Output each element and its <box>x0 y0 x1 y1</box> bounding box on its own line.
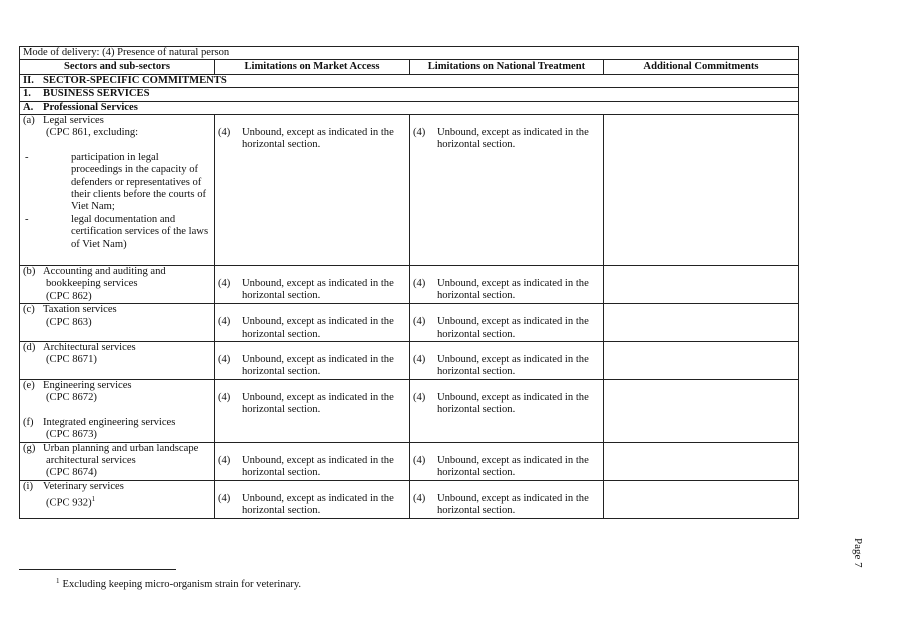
row-title: Engineering services <box>43 379 132 391</box>
row-label: (i) <box>23 480 33 492</box>
commitment-text: Unbound, except as indicated in the horizontal section. <box>436 354 589 378</box>
section-code: II. <box>23 74 34 86</box>
mode-number: (4) <box>217 454 231 466</box>
additional-cell <box>603 379 798 442</box>
additional-cell <box>603 304 798 342</box>
row-title: Legal services <box>43 115 104 127</box>
header-national-treatment: Limitations on National Treatment <box>409 60 603 74</box>
footnote-ref: 1 <box>91 495 96 504</box>
commitment-text: Unbound, except as indicated in the horizontal section. <box>241 127 394 151</box>
footnote <box>56 577 301 590</box>
mode-number: (4) <box>217 391 231 403</box>
commitment-text: Unbound, except as indicated in the horizontal section. <box>241 278 394 302</box>
commitment-text: Unbound, except as indicated in the horizontal section. <box>241 354 394 378</box>
subcategory-row <box>20 101 799 114</box>
exclusion-1: participation in legal proceedings in the capacity of defenders or representatives of their clients before the courts of Viet Nam; <box>71 151 207 213</box>
row-cpc: (CPC 861, excluding: <box>46 127 139 139</box>
additional-cell <box>603 115 798 266</box>
footnote-number: 1 <box>56 577 60 585</box>
subcategory-code: A. <box>23 101 34 113</box>
mode-number: (4) <box>217 316 231 328</box>
national-treatment-cell <box>409 304 603 342</box>
row-cpc: (CPC 8672) <box>46 392 97 404</box>
mode-number: (4) <box>412 354 426 366</box>
row-title: Integrated engineering services <box>43 416 176 428</box>
additional-cell <box>603 442 798 480</box>
row-cpc: (CPC 8671) <box>46 354 97 366</box>
row-label: (e) <box>23 379 35 391</box>
national-treatment-cell <box>409 442 603 480</box>
row-label: (d) <box>23 342 36 354</box>
row-cpc: (CPC 862) <box>46 290 92 302</box>
commitment-text: Unbound, except as indicated in the horizontal section. <box>436 278 589 302</box>
mode-number: (4) <box>412 391 426 403</box>
mode-number: (4) <box>412 492 426 504</box>
row-label: (c) <box>23 304 35 316</box>
mode-number: (4) <box>412 127 426 139</box>
row-cpc: (CPC 863) <box>46 316 92 328</box>
row-label: (b) <box>23 266 36 278</box>
category-title: BUSINESS SERVICES <box>43 88 150 100</box>
row-title: Veterinary services <box>43 480 124 492</box>
mode-number: (4) <box>412 454 426 466</box>
page-number: Page 7 <box>852 538 864 568</box>
market-access-cell <box>214 442 409 480</box>
header-additional: Additional Commitments <box>603 60 798 74</box>
market-access-cell <box>214 304 409 342</box>
sector-cell <box>20 266 215 304</box>
row-title: Accounting and auditing and <box>43 266 166 278</box>
national-treatment-cell <box>409 342 603 380</box>
commitment-text: Unbound, except as indicated in the horizontal section. <box>436 391 589 416</box>
mode-number: (4) <box>412 278 426 290</box>
national-treatment-cell <box>409 115 603 266</box>
mode-row <box>20 47 799 60</box>
row-title: Urban planning and urban landscape <box>43 442 199 454</box>
commitment-text: Unbound, except as indicated in the horizontal section. <box>436 316 589 340</box>
mode-number: (4) <box>217 492 231 504</box>
row-title-cont: architectural services <box>46 454 136 466</box>
mode-of-delivery: Mode of delivery: (4) Presence of natural person <box>20 47 799 60</box>
sector-cell <box>20 442 215 480</box>
commitments-table <box>19 46 799 519</box>
row-cpc: (CPC 8674) <box>46 467 97 479</box>
category-code: 1. <box>23 88 31 100</box>
section-row <box>20 74 799 87</box>
mode-number: (4) <box>217 354 231 366</box>
commitment-text: Unbound, except as indicated in the horizontal section. <box>436 127 589 151</box>
commitment-text: Unbound, except as indicated in the horizontal section. <box>241 492 394 517</box>
header-row <box>20 60 799 74</box>
mode-number: (4) <box>217 278 231 290</box>
section-title: SECTOR-SPECIFIC COMMITMENTS <box>43 74 227 86</box>
dash-marker: - <box>25 151 29 163</box>
market-access-cell <box>214 379 409 442</box>
table-row <box>20 115 799 266</box>
table-row <box>20 480 799 518</box>
mode-number: (4) <box>412 316 426 328</box>
dash-marker: - <box>25 213 29 225</box>
header-market-access: Limitations on Market Access <box>214 60 409 74</box>
table-row <box>20 266 799 304</box>
row-title: Taxation services <box>43 304 117 316</box>
row-title: Architectural services <box>43 342 136 354</box>
header-sectors: Sectors and sub-sectors <box>20 60 215 74</box>
sector-cell <box>20 379 215 442</box>
row-label: (a) <box>23 115 35 127</box>
additional-cell <box>603 266 798 304</box>
footnote-text: Excluding keeping micro-organism strain for veterinary. <box>62 579 302 590</box>
row-cpc: (CPC 8673) <box>46 429 97 441</box>
row-label: (f) <box>23 416 34 428</box>
table-row <box>20 304 799 342</box>
market-access-cell <box>214 480 409 518</box>
national-treatment-cell <box>409 480 603 518</box>
mode-number: (4) <box>217 127 231 139</box>
additional-cell <box>603 342 798 380</box>
row-label: (g) <box>23 442 36 454</box>
market-access-cell <box>214 266 409 304</box>
exclusion-2: legal documentation and certification services of the laws of Viet Nam) <box>71 213 209 250</box>
commitment-text: Unbound, except as indicated in the horizontal section. <box>436 454 589 478</box>
footnote-divider <box>19 569 176 570</box>
row-title-cont: bookkeeping services <box>46 278 138 290</box>
sector-cell <box>20 115 215 266</box>
commitment-text: Unbound, except as indicated in the horizontal section. <box>241 316 394 340</box>
category-row <box>20 88 799 101</box>
market-access-cell <box>214 342 409 380</box>
commitment-text: Unbound, except as indicated in the horizontal section. <box>241 454 394 478</box>
additional-cell <box>603 480 798 518</box>
national-treatment-cell <box>409 266 603 304</box>
commitment-text: Unbound, except as indicated in the horizontal section. <box>241 391 394 416</box>
subcategory-title: Professional Services <box>43 101 138 113</box>
market-access-cell <box>214 115 409 266</box>
table-row <box>20 342 799 380</box>
sector-cell <box>20 342 215 380</box>
table-row <box>20 379 799 442</box>
table-row <box>20 442 799 480</box>
commitment-text: Unbound, except as indicated in the horizontal section. <box>436 492 589 517</box>
row-cpc: (CPC 932) <box>46 497 92 509</box>
national-treatment-cell <box>409 379 603 442</box>
sector-cell <box>20 304 215 342</box>
sector-cell <box>20 480 215 518</box>
